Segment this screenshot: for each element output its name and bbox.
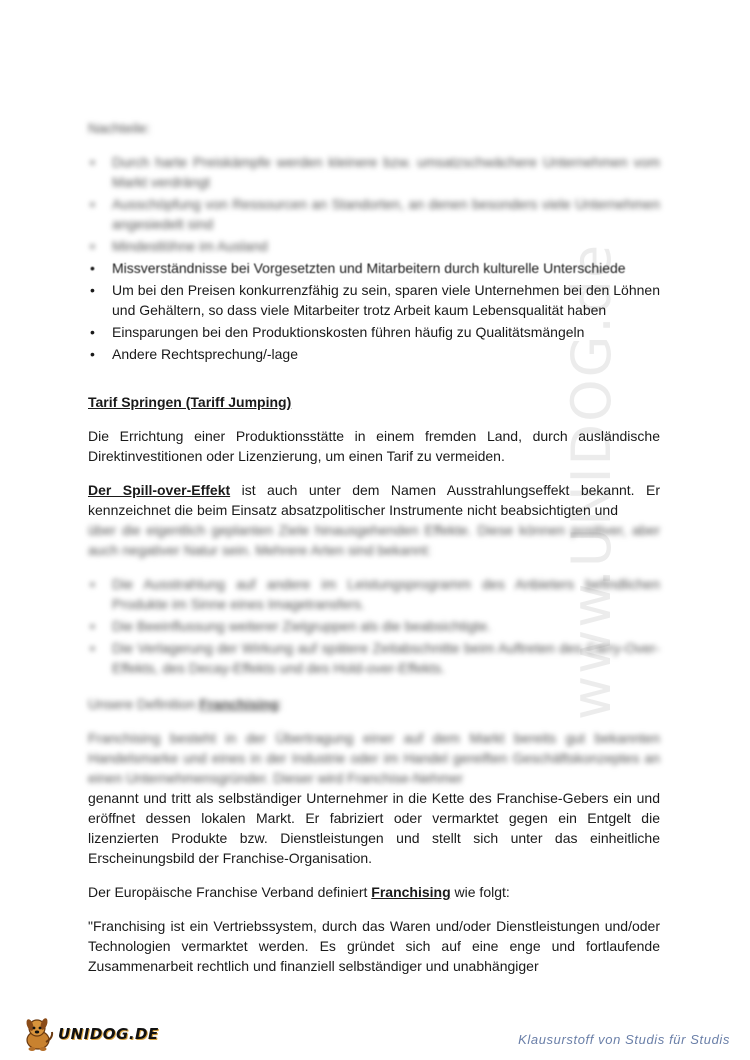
list-item: • Durch harte Preiskämpfe werden kleinere bzw. umsatzschwächere Unternehmen vom Markt verdrängt xyxy=(88,152,660,192)
dog-icon xyxy=(22,1016,56,1052)
list-item: • Missverständnisse bei Vorgesetzten und Mitarbeitern durch kulturelle Unterschiede xyxy=(88,258,660,278)
definition-term: Franchising xyxy=(199,696,279,712)
spillover-paragraph xyxy=(88,480,660,520)
verband-suffix: wie folgt: xyxy=(450,884,510,900)
list-item: • Die Beeinflussung weiterer Zielgruppen als die beabsichtigte. xyxy=(88,616,660,636)
verband-prefix: Der Europäische Franchise Verband definiert xyxy=(88,884,372,900)
spillover-blurred-text: über die eigentlich geplanten Ziele hinausgehenden Effekte. Diese können positiver, aber auch negativer Natur sein. Mehrere Arten sind bekannt: xyxy=(88,522,660,558)
tarif-heading: Tarif Springen (Tariff Jumping) xyxy=(88,394,292,410)
definition-suffix: : xyxy=(278,696,283,712)
nachteile-list xyxy=(88,152,660,364)
spillover-list xyxy=(88,574,660,678)
definition-prefix: Unsere Definition xyxy=(88,696,200,712)
unidog-logo xyxy=(22,1014,159,1054)
list-item: • Mindestlöhne im Ausland xyxy=(88,236,660,256)
watermark: www.UNIDOG.de xyxy=(560,242,623,720)
logo-text: UNIDOG.DE xyxy=(58,1025,159,1043)
quote-paragraph: "Franchising ist ein Vertriebssystem, durch das Waren und/oder Dienstleistungen und/oder Technologien vermarktet werden. Es gründet sich auf eine enge und fortlaufende Zusammenarbeit rechtlich und finanziell selbständiger und unabhängiger xyxy=(88,918,660,974)
verband-paragraph xyxy=(88,882,660,902)
list-item: • Einsparungen bei den Produktionskosten führen häufig zu Qualitätsmängeln xyxy=(88,322,660,342)
footer-slogan: Klausurstoff von Studis für Studis xyxy=(518,1032,730,1047)
list-item: • Andere Rechtsprechung/-lage xyxy=(88,344,660,364)
list-item: • Um bei den Preisen konkurrenzfähig zu sein, sparen viele Unternehmen bei den Löhnen und Gehältern, so dass viele Mitarbeiter trotz Arbeit kaum Lebensqualität haben xyxy=(88,280,660,320)
page-footer xyxy=(0,1010,750,1060)
spillover-text: ist auch unter dem Namen Ausstrahlungseffekt bekannt. Er kennzeichnet die beim Einsatz absatzpolitischer Instrumente nicht beabsichtigten und xyxy=(88,482,660,518)
list-item: • Die Verlagerung der Wirkung auf spätere Zeitabschnitte beim Auftreten des Carry-Over-Effekts, des Decay-Effekts und des Hold-over-Effekts. xyxy=(88,638,660,678)
tarif-paragraph: Die Errichtung einer Produktionsstätte in einem fremden Land, durch ausländische Direktinvestitionen oder Lizenzierung, um einen Tarif zu vermeiden. xyxy=(88,428,660,464)
nachteile-heading: Nachteile: xyxy=(88,120,151,136)
document-body xyxy=(88,118,660,976)
list-item: • Ausschöpfung von Ressourcen an Standorten, an denen besonders viele Unternehmen angesiedelt sind xyxy=(88,194,660,234)
definition-heading xyxy=(88,694,660,714)
spillover-term: Der Spill-over-Effekt xyxy=(88,482,231,498)
definition-text: genannt und tritt als selbständiger Unternehmer in die Kette des Franchise-Gebers ein und eröffnet dessen lokalen Markt. Er fabriziert oder vermarktet gegen ein Entgelt die lizenzierten Produkte bzw. Dienstleistungen und stellt sich unter das einheitliche Erscheinungsbild der Franchise-Organisation. xyxy=(88,790,660,866)
definition-blurred-text: Franchising besteht in der Übertragung einer auf dem Markt bereits gut bekannten Handelsmarke und eines in der Industrie oder im Handel gereiften Geschäftskonzeptes an einen Unternehmensgründer. Dieser wird Franchise-Nehmer xyxy=(88,730,660,786)
list-item: • Die Ausstrahlung auf andere im Leistungsprogramm des Anbieters befindlichen Produkte im Sinne eines Imagetransfers. xyxy=(88,574,660,614)
verband-term: Franchising xyxy=(371,884,451,900)
